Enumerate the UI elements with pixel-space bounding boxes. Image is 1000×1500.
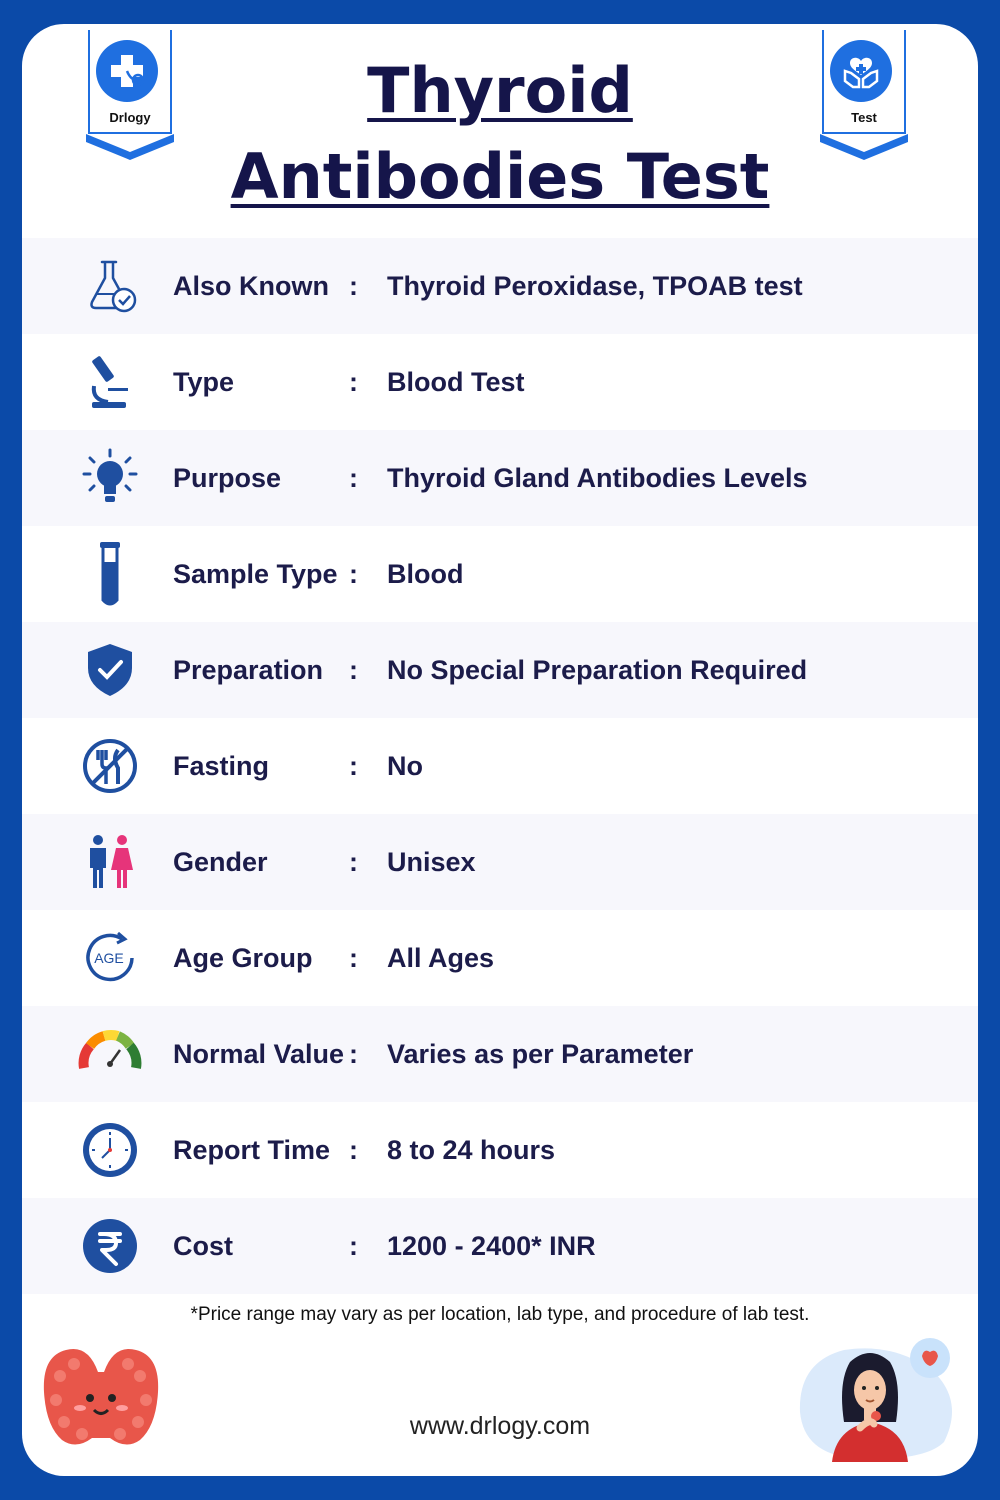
row-purpose: Purpose : Thyroid Gland Antibodies Levels <box>22 430 978 526</box>
test-badge-label: Test <box>851 110 877 125</box>
shield-check-icon <box>76 636 144 704</box>
row-gender: Gender : Unisex <box>22 814 978 910</box>
label-sample-type: Sample Type <box>173 558 338 589</box>
value-purpose: Thyroid Gland Antibodies Levels <box>387 462 808 493</box>
test-tube-icon <box>76 540 144 608</box>
row-sample-type: Sample Type : Blood <box>22 526 978 622</box>
label-fasting: Fasting <box>173 750 270 781</box>
row-cost: Cost : 1200 - 2400* INR <box>22 1198 978 1294</box>
value-age-group: All Ages <box>387 942 495 973</box>
value-also-known: Thyroid Peroxidase, TPOAB test <box>387 270 803 301</box>
value-cost: 1200 - 2400* INR <box>387 1230 596 1261</box>
row-age-group: AGE Age Group : All Ages <box>22 910 978 1006</box>
title-line-1: Thyroid <box>367 54 633 127</box>
rupee-icon <box>76 1212 144 1280</box>
value-report-time: 8 to 24 hours <box>387 1134 556 1165</box>
row-also-known: Also Known : Thyroid Peroxidase, TPOAB test <box>22 238 978 334</box>
value-gender: Unisex <box>387 846 476 877</box>
label-type: Type <box>173 366 235 397</box>
row-preparation: Preparation : No Special Preparation Required <box>22 622 978 718</box>
value-type: Blood Test <box>387 366 525 397</box>
svg-text:AGE: AGE <box>94 950 124 966</box>
flask-icon <box>76 252 144 320</box>
label-age-group: Age Group <box>173 942 313 973</box>
label-normal-value: Normal Value <box>173 1038 345 1069</box>
drlogy-badge-label: Drlogy <box>109 110 151 125</box>
value-normal-value: Varies as per Parameter <box>387 1038 694 1069</box>
row-type: Type : Blood Test <box>22 334 978 430</box>
gauge-icon <box>76 1020 144 1088</box>
label-gender: Gender <box>173 846 268 877</box>
label-also-known: Also Known <box>173 270 329 301</box>
lightbulb-icon <box>76 444 144 512</box>
price-note: *Price range may vary as per location, lab type, and procedure of lab test. <box>190 1304 810 1325</box>
no-food-icon <box>76 732 144 800</box>
info-card <box>22 24 978 1476</box>
value-preparation: No Special Preparation Required <box>387 654 808 685</box>
label-preparation: Preparation <box>173 654 324 685</box>
website-link[interactable]: www.drlogy.com <box>409 1412 591 1440</box>
title-line-2: Antibodies Test <box>230 140 770 213</box>
row-normal-value: Normal Value : Varies as per Parameter <box>22 1006 978 1102</box>
clock-icon <box>76 1116 144 1184</box>
age-icon <box>76 924 144 992</box>
label-report-time: Report Time <box>173 1134 331 1165</box>
row-report-time: Report Time : 8 to 24 hours <box>22 1102 978 1198</box>
row-fasting: Fasting : No <box>22 718 978 814</box>
gender-icon <box>76 828 144 896</box>
value-sample-type: Blood <box>387 558 464 589</box>
label-purpose: Purpose <box>173 462 282 493</box>
test-details-list <box>22 238 978 1294</box>
label-cost: Cost <box>173 1230 233 1261</box>
page-title <box>22 48 978 220</box>
value-fasting: No <box>387 750 423 781</box>
woman-illustration <box>794 1332 974 1462</box>
microscope-icon <box>76 348 144 416</box>
